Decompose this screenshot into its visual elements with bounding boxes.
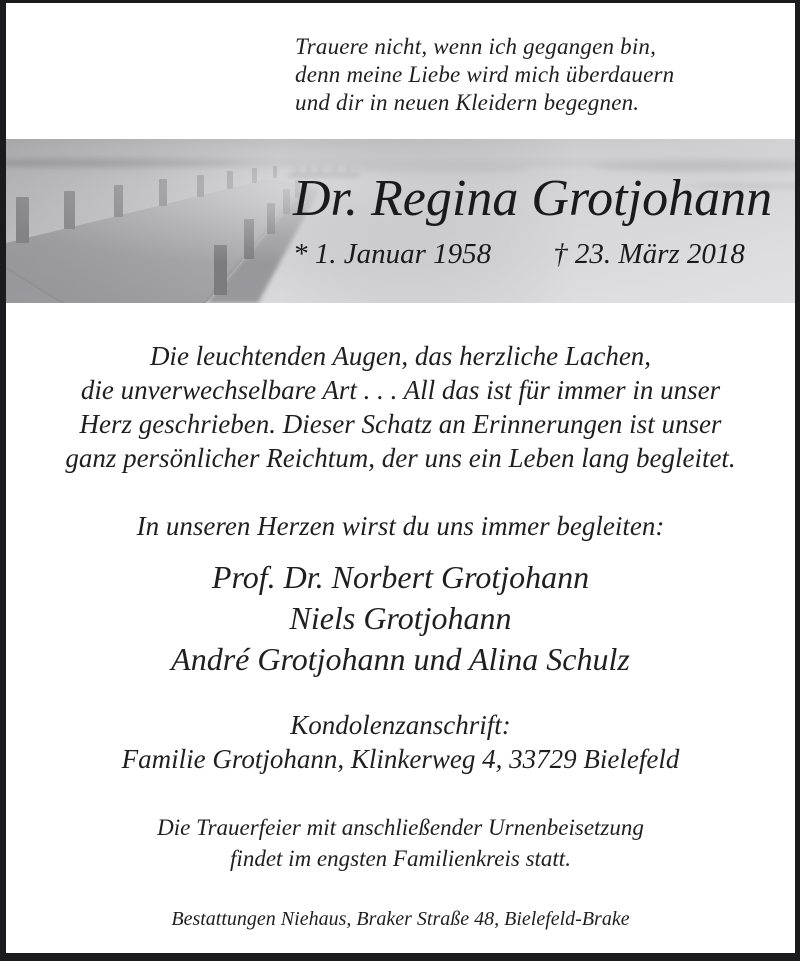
- verse-line: denn meine Liebe wird mich überdauern: [295, 62, 675, 87]
- mourner-name: André Grotjohann und Alina Schulz: [171, 641, 630, 677]
- condolence-address: Familie Grotjohann, Klinkerweg 4, 33729 Bielefeld: [121, 744, 680, 774]
- deceased-name: Dr. Regina Grotjohann: [293, 170, 773, 227]
- mourner-name: Prof. Dr. Norbert Grotjohann: [211, 559, 590, 595]
- condolence-label: Kondolenzanschrift:: [290, 710, 511, 740]
- mourners-list: [6, 557, 795, 680]
- condolence-section: [6, 708, 795, 776]
- eulogy-line: die unverwechselbare Art . . . All das ist für immer in unser: [80, 375, 721, 405]
- funeral-note-line: Die Trauerfeier mit anschließender Urnenbeisetzung: [157, 815, 644, 840]
- death-date: † 23. März 2018: [553, 237, 745, 270]
- life-dates: [293, 238, 788, 271]
- eulogy-line: ganz persönlicher Reichtum, der uns ein Leben lang begleitet.: [65, 443, 736, 473]
- opening-verse: [295, 33, 795, 117]
- eulogy-line: Die leuchtenden Augen, das herzliche Lachen,: [149, 341, 652, 371]
- eulogy-line: Herz geschrieben. Dieser Schatz an Erinnerungen ist unser: [79, 409, 722, 439]
- mourning-intro: In unseren Herzen wirst du uns immer begleiten:: [136, 511, 665, 541]
- mourner-name: Niels Grotjohann: [289, 600, 512, 636]
- eulogy-text: [6, 339, 795, 475]
- funeral-note: [6, 812, 795, 874]
- verse-line: Trauere nicht, wenn ich gegangen bin,: [295, 34, 657, 59]
- funeral-note-line: findet im engsten Familienkreis statt.: [230, 846, 571, 871]
- deceased-name-block: [293, 169, 788, 271]
- birth-date: * 1. Januar 1958: [293, 237, 492, 270]
- verse-line: und dir in neuen Kleidern begegnen.: [295, 90, 640, 115]
- memorial-photo: [6, 139, 795, 303]
- funeral-home-line: Bestattungen Niehaus, Braker Straße 48, Bielefeld-Brake: [171, 908, 630, 930]
